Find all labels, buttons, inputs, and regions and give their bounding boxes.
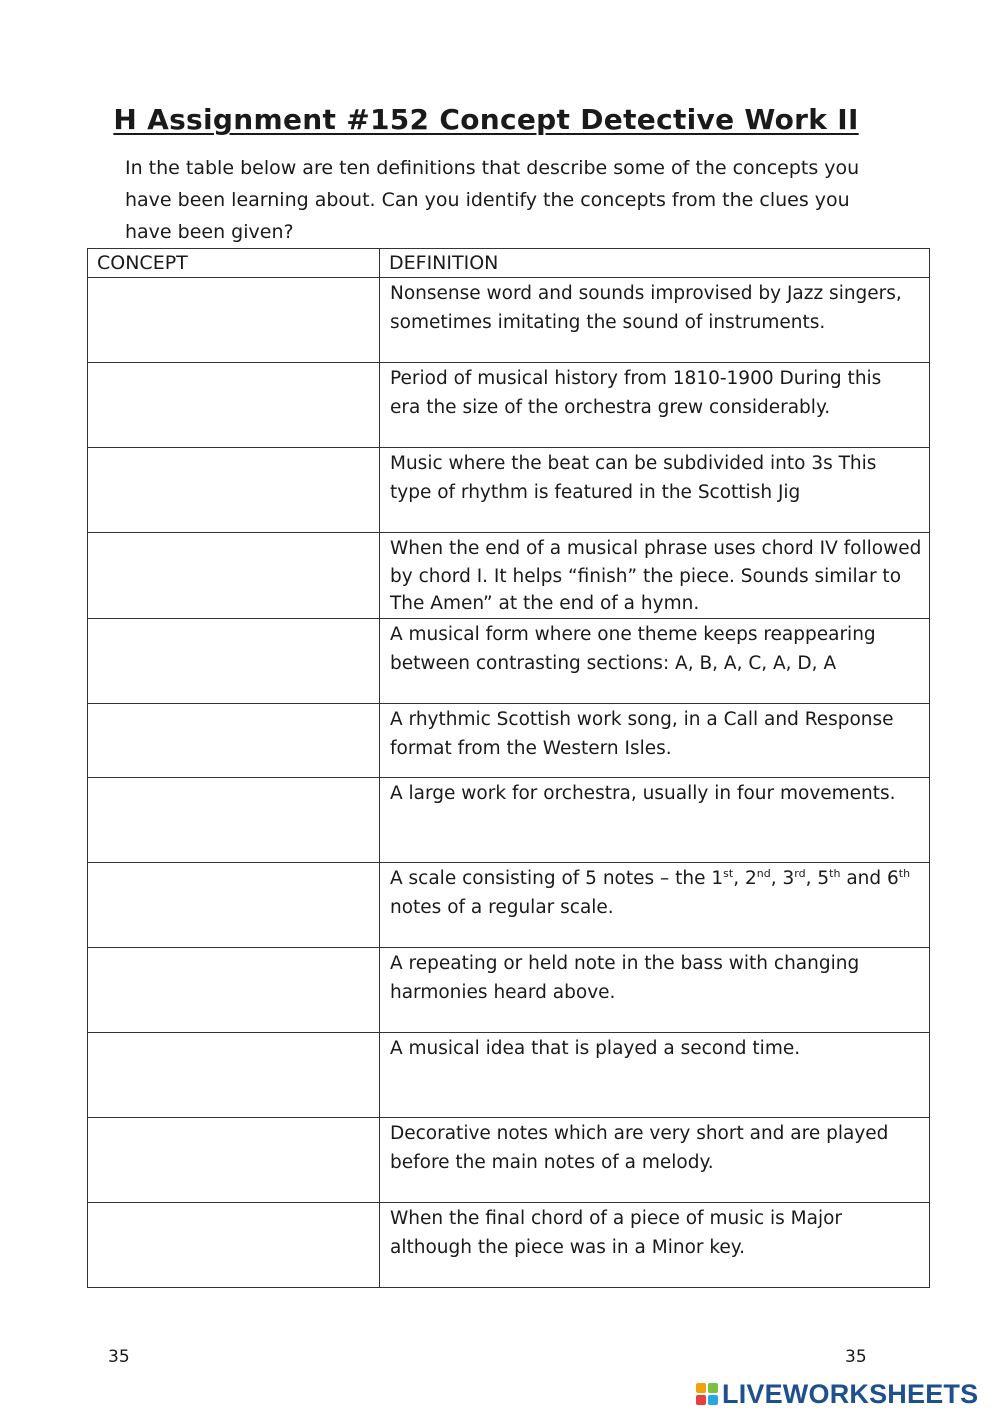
concept-answer-cell[interactable] — [88, 1033, 380, 1118]
liveworksheets-logo[interactable] — [696, 1380, 978, 1408]
concept-table — [87, 248, 930, 1288]
table-row — [88, 1118, 930, 1203]
table-row — [88, 533, 930, 619]
table-row — [88, 1033, 930, 1118]
definition-cell: A musical form where one theme keeps reappearing between contrasting sections: A, B, A, C, A, D, A — [380, 619, 930, 704]
intro-line: In the table below are ten definitions that describe some of the concepts you — [125, 157, 860, 179]
concept-answer-cell[interactable] — [88, 278, 380, 363]
page-title: H Assignment #152 Concept Detective Work II — [113, 103, 859, 136]
definition-cell: Period of musical history from 1810-1900 During this era the size of the orchestra grew considerably. — [380, 363, 930, 448]
definition-cell: Nonsense word and sounds improvised by Jazz singers, sometimes imitating the sound of instruments. — [380, 278, 930, 363]
definition-cell: When the end of a musical phrase uses chord IV followed by chord I. It helps “finish” the piece. Sounds similar to The Amen” at the end of a hymn. — [380, 533, 930, 619]
concept-answer-cell[interactable] — [88, 704, 380, 778]
concept-answer-cell[interactable] — [88, 863, 380, 948]
concept-answer-cell[interactable] — [88, 448, 380, 533]
brand-mark-icon — [696, 1383, 718, 1405]
table-header-row — [88, 249, 930, 278]
table-row — [88, 948, 930, 1033]
table-row — [88, 778, 930, 863]
page-number-right: 35 — [845, 1347, 867, 1367]
concept-answer-cell[interactable] — [88, 948, 380, 1033]
intro-paragraph — [125, 152, 905, 248]
definition-cell: When the final chord of a piece of music is Major although the piece was in a Minor key. — [380, 1203, 930, 1288]
definition-cell: Decorative notes which are very short and are played before the main notes of a melody. — [380, 1118, 930, 1203]
brand-name: LIVEWORKSHEETS — [722, 1378, 979, 1409]
concept-answer-cell[interactable] — [88, 619, 380, 704]
concept-answer-cell[interactable] — [88, 778, 380, 863]
definition-cell: A rhythmic Scottish work song, in a Call and Response format from the Western Isles. — [380, 704, 930, 778]
header-concept: CONCEPT — [88, 249, 380, 278]
concept-answer-cell[interactable] — [88, 533, 380, 619]
definition-cell: A musical idea that is played a second time. — [380, 1033, 930, 1118]
table-row — [88, 619, 930, 704]
definition-cell: A scale consisting of 5 notes – the 1st, 2nd, 3rd, 5th and 6th notes of a regular scale. — [380, 863, 930, 948]
concept-answer-cell[interactable] — [88, 363, 380, 448]
concept-answer-cell[interactable] — [88, 1203, 380, 1288]
table-row — [88, 1203, 930, 1288]
definition-cell: A large work for orchestra, usually in four movements. — [380, 778, 930, 863]
header-definition: DEFINITION — [380, 249, 930, 278]
concept-answer-cell[interactable] — [88, 1118, 380, 1203]
table-row — [88, 863, 930, 948]
intro-line: have been learning about. Can you identify the concepts from the clues you — [125, 189, 850, 211]
table-row — [88, 704, 930, 778]
definition-cell: Music where the beat can be subdivided into 3s This type of rhythm is featured in the Scottish Jig — [380, 448, 930, 533]
intro-line: have been given? — [125, 221, 294, 243]
definition-cell: A repeating or held note in the bass with changing harmonies heard above. — [380, 948, 930, 1033]
table-row — [88, 278, 930, 363]
page-number-left: 35 — [108, 1347, 130, 1367]
table-row — [88, 448, 930, 533]
table-row — [88, 363, 930, 448]
